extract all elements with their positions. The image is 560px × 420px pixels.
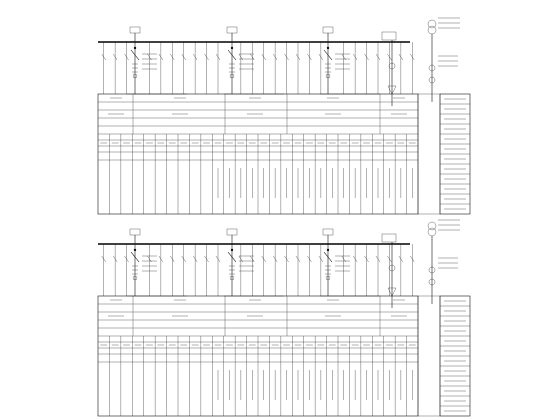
incomer-3 [320, 27, 380, 94]
incomer-label-box [227, 27, 237, 33]
remark-column [418, 296, 440, 416]
incomer-label-box [323, 27, 333, 33]
remark-column [418, 94, 440, 214]
supply-label-box [382, 234, 396, 242]
side-info-panel [418, 94, 470, 214]
transformer-group [428, 220, 460, 304]
incomer-label-box [130, 229, 140, 235]
panel-set-1 [98, 18, 470, 214]
transformer-group [428, 18, 460, 102]
transformer-icon [428, 20, 436, 28]
panel-group [98, 18, 470, 416]
transformer-icon [428, 26, 436, 34]
incomer-label-box [323, 229, 333, 235]
breaker-contact-icon [231, 249, 233, 251]
transformer-icon [428, 228, 436, 236]
supply-label-box [382, 32, 396, 40]
incomer-label-box [130, 27, 140, 33]
incomer-3 [320, 229, 380, 296]
supply-feeder [382, 234, 396, 308]
schedule-table [98, 296, 418, 416]
breaker-contact-icon [134, 47, 136, 49]
incomer-1 [127, 27, 187, 94]
panel-set-2 [98, 220, 470, 416]
side-info-panel [418, 296, 470, 416]
breaker-contact-icon [327, 47, 329, 49]
feeder-drops [102, 244, 415, 296]
transformer-icon [428, 222, 436, 230]
feeder-drops [102, 42, 415, 94]
breaker-contact-icon [134, 249, 136, 251]
schedule-table [98, 94, 418, 214]
breaker-contact-icon [327, 249, 329, 251]
incomer-1 [127, 229, 187, 296]
breaker-contact-icon [231, 47, 233, 49]
incomer-label-box [227, 229, 237, 235]
supply-feeder [382, 32, 396, 106]
